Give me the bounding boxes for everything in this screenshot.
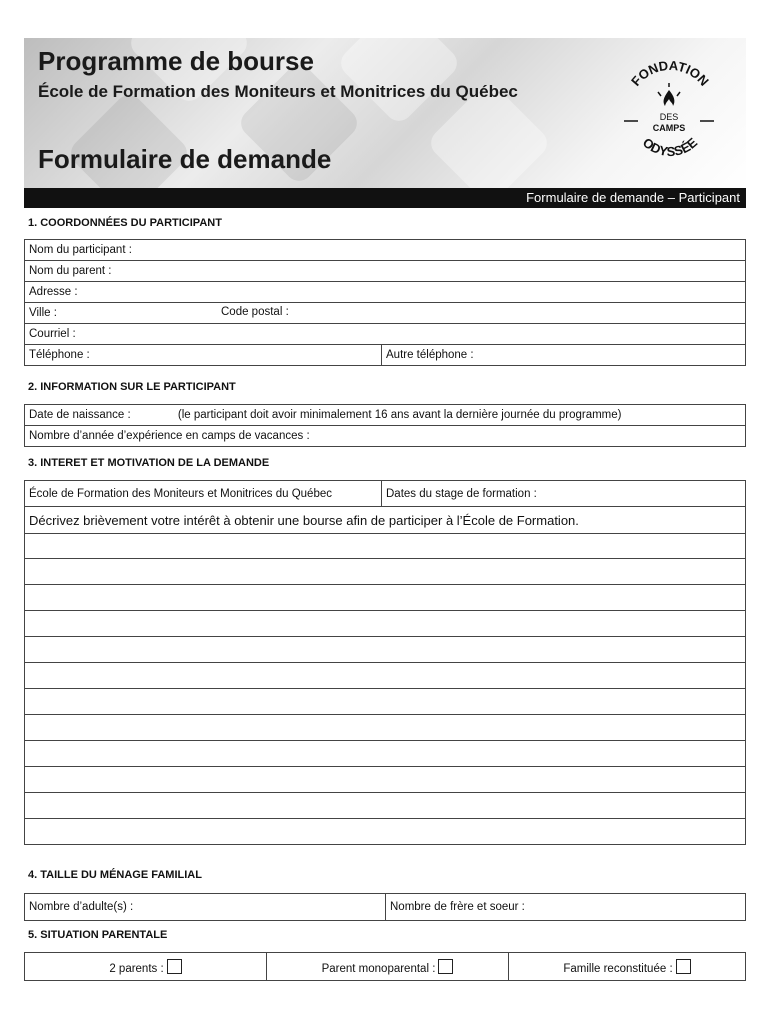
phone-field[interactable] [25, 345, 382, 366]
city-label: Ville : [29, 307, 57, 319]
logo-camps-text: CAMPS [652, 123, 686, 133]
answer-line[interactable] [24, 533, 746, 559]
section-2-heading: 2. INFORMATION SUR LE PARTICIPANT [28, 381, 236, 393]
siblings-count-field[interactable] [386, 894, 746, 921]
section-4-heading: 4. TAILLE DU MÉNAGE FAMILIAL [28, 869, 202, 881]
section-2-table [24, 404, 746, 447]
answer-line[interactable] [24, 715, 746, 741]
field-label: Dates du stage de formation : [386, 487, 537, 500]
answer-line[interactable] [24, 741, 746, 767]
field-label: Nombre d’année d’expérience en camps de vacances : [29, 430, 310, 442]
single-parent-label: Parent monoparental : [321, 962, 436, 975]
other-phone-field[interactable] [382, 345, 746, 366]
logo-des-text: DES [659, 112, 679, 122]
field-label: Décrivez brièvement votre intérêt à obtenir une bourse afin de participer à l’École de Formation. [29, 512, 579, 528]
school-cell [25, 481, 382, 507]
field-label: École de Formation des Moniteurs et Monitrices du Québec [29, 487, 332, 500]
field-label: Nombre de frère et soeur : [390, 901, 525, 913]
answer-line[interactable] [24, 689, 746, 715]
section-4-table [24, 893, 746, 921]
answer-line[interactable] [24, 819, 746, 845]
city-postal-field[interactable] [25, 303, 746, 324]
field-label: Date de naissance : [29, 409, 131, 421]
section-3-table [24, 480, 746, 534]
blended-family-label: Famille reconstituée : [563, 962, 673, 975]
form-title: Formulaire de demande [38, 144, 332, 174]
answer-line[interactable] [24, 767, 746, 793]
section-5-heading: 5. SITUATION PARENTALE [28, 929, 168, 941]
page-subtitle: École de Formation des Moniteurs et Monitrices du Québec [38, 82, 518, 101]
participant-name-field[interactable] [25, 240, 746, 261]
section-5-table [24, 952, 746, 981]
section-3-heading: 3. INTERET ET MOTIVATION DE LA DEMANDE [28, 457, 270, 469]
two-parents-checkbox[interactable] [167, 959, 182, 974]
motivation-prompt [25, 507, 746, 534]
answer-line[interactable] [24, 793, 746, 819]
motivation-answer-area[interactable] [24, 533, 746, 845]
answer-line[interactable] [24, 559, 746, 585]
flame-icon [658, 83, 680, 106]
logo-top-text: FONDATION [628, 57, 712, 89]
address-field[interactable] [25, 282, 746, 303]
field-label: Nombre d’adulte(s) : [29, 901, 134, 913]
field-label: Téléphone : [29, 349, 90, 361]
field-label: Autre téléphone : [386, 349, 474, 361]
single-parent-cell [267, 953, 509, 981]
parent-name-field[interactable] [25, 261, 746, 282]
single-parent-checkbox[interactable] [438, 959, 453, 974]
email-field[interactable] [25, 324, 746, 345]
birth-date-field[interactable] [25, 405, 746, 426]
field-label: Nom du parent : [29, 265, 112, 277]
answer-line[interactable] [24, 663, 746, 689]
fondation-logo [610, 50, 728, 168]
answer-line[interactable] [24, 611, 746, 637]
svg-text:ODYSSÉE [640, 135, 701, 160]
experience-field[interactable] [25, 426, 746, 447]
page-title: Programme de bourse [38, 46, 314, 76]
training-dates-field[interactable] [382, 481, 746, 507]
logo-bottom-text: ODYSSÉE [639, 134, 701, 160]
two-parents-label: 2 parents : [109, 962, 164, 975]
two-parents-cell [25, 953, 267, 981]
adults-count-field[interactable] [25, 894, 386, 921]
field-label: Courriel : [29, 328, 76, 340]
answer-line[interactable] [24, 585, 746, 611]
field-label: Adresse : [29, 286, 78, 298]
field-label: Nom du participant : [29, 244, 132, 256]
blended-family-cell [509, 953, 746, 981]
age-requirement-note: (le participant doit avoir minimalement 16 ans avant la dernière journée du programme) [177, 409, 622, 421]
section-1-table [24, 239, 746, 366]
svg-text:FONDATION [628, 58, 712, 89]
answer-line[interactable] [24, 637, 746, 663]
form-type-bar: Formulaire de demande – Participant [24, 188, 746, 208]
blended-family-checkbox[interactable] [676, 959, 691, 974]
postal-code-label: Code postal : [221, 306, 289, 318]
section-1-heading: 1. COORDONNÉES DU PARTICIPANT [28, 217, 222, 229]
